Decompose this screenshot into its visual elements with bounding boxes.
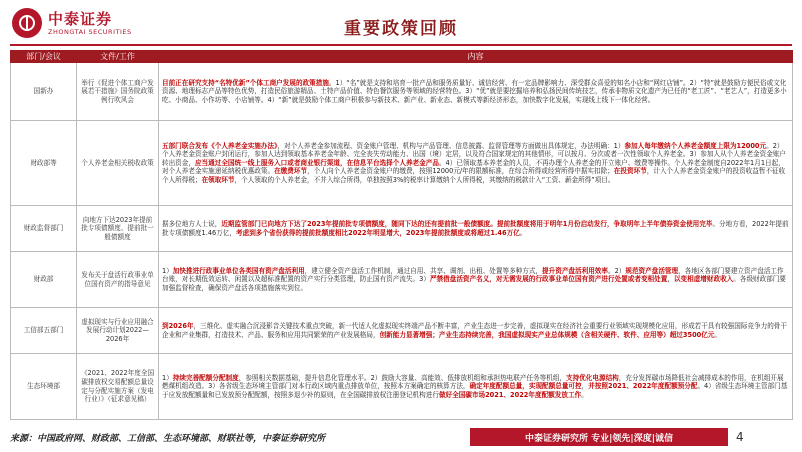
highlight-text: 在领取环节 (201, 175, 235, 184)
row-dept: 财政部 (11, 252, 77, 308)
highlight-text: 支持优化电源结构 (566, 373, 619, 382)
content-text: 。1）“名”就是支持和培育一批产品和服务质量好、诚信经营、有一定品牌影响力、深受群众喜爱的知名小店和“网红店铺”。2）“特”就是鼓励方便民俗或文化资源、地理标志产品等特色优势，打造民俗旅游精品、土特产品价值、特色餐饮服务等领域的经营特色。3）“优”就是要挖掘培养和弘扬民间传统技艺，传承非物质文化遗产为已任的“老工匠”、“老艺人”，打造更多小吃、小商品、小作坊等、小店铺等。4）“新”就是鼓励个体工商户积极参与新技术、新产业、新业态、新模式等新经济形态，加快数字化发展，实现线上线下一体化经营。 (162, 78, 787, 104)
content-text: ， (667, 275, 674, 284)
table-row (11, 354, 793, 420)
content-text: 。 (581, 390, 588, 399)
highlight-text: 规范资产盘活管理 (625, 266, 679, 275)
highlight-text: 近期监管部门已向地方下达了2023年提前批专项债额度，随同下达的还有提前批一般债额度 (221, 219, 491, 228)
row-doc: 《2021、2022年度全国碳排放权交易配额总量设定与分配实施方案（发电行业）》（征求意见稿） (77, 354, 159, 420)
row-doc: 向地方下达2023年提前批专项债额度、提前批一般债额度 (77, 206, 159, 252)
highlight-text: 加快推进行政事业单位各类国有资产盘活利用 (172, 266, 305, 275)
row-content (159, 63, 793, 121)
highlight-text: 应当通过全国统一线上服务入口或者商业银行渠道，在信息平台选择个人养老金产品 (194, 158, 439, 167)
highlight-text: 考虑到多个省份获得的提前批额度相比2022年明显增大，2023年提前批额度或将超过1.46万亿 (236, 228, 520, 237)
row-doc: 发布关于盘活行政事业单位国有资产的指导意见 (77, 252, 159, 308)
policy-table (10, 50, 793, 420)
row-content (159, 121, 793, 206)
content-text: 。2）个人养老金资金账户封闭运行，参加人达到领取基本养老金年龄、完全丧失劳动能力、出国（境）定居，以及符合国家规定的其他情形，可以按月、分次或者一次性领取个人养老金。3）参加人从个人养老金资金账户转出资金， (162, 141, 787, 167)
highlight-text: 并按照2021、2022年度配额预分配 (588, 382, 698, 391)
highlight-text: 。提前批额度将用于明年1月份启动发行，争取明年上半年债券资金使用完毕 (490, 219, 713, 228)
page-title: 重要政策回顾 (344, 19, 458, 39)
row-doc: 举行《促进个体工商户发展若干措施》国务院政策例行吹风会 (77, 63, 159, 121)
row-content (159, 206, 793, 252)
row-content (159, 308, 793, 354)
content-text: 1） (162, 373, 173, 382)
page-header (0, 0, 802, 46)
row-dept: 国新办 (11, 63, 77, 121)
column-header-doc: 文件/工作 (77, 51, 159, 63)
page-footer (0, 424, 802, 452)
content-text: ，计入个人养老金资金账户的投资收益暂不征收个人所得税； (162, 167, 786, 184)
page-number: 4 (736, 430, 744, 444)
highlight-text: 以变相虚增财政收入 (673, 275, 734, 284)
slogan-bar (470, 428, 728, 446)
content-text: 。 (714, 330, 722, 339)
row-content (159, 354, 793, 420)
table-row (11, 206, 793, 252)
highlight-text: 确定年度配额总量，实现配额总量可控 (469, 382, 582, 391)
content-text: ， (581, 382, 589, 391)
column-header-content: 内容 (159, 51, 793, 63)
slogan-text: 中泰证券研究所 专业|领先|深度|诚信 (525, 434, 673, 444)
highlight-text: 参加人每年缴纳个人养老金额度上限为12000元 (624, 141, 767, 150)
highlight-text: 到2026年 (162, 321, 194, 330)
highlight-text: 五部门联合发布《个人养老金实施办法》 (162, 141, 278, 150)
content-text: 。2） (607, 266, 626, 275)
title-divider (10, 44, 792, 46)
row-dept: 财政部等 (11, 121, 77, 206)
table-row (11, 252, 793, 308)
row-doc: 个人养老金相关税收政策 (77, 121, 159, 206)
content-text: ，个人领取的个人养老金，不并入综合所得，单独按照3%的税率计算缴纳个人所得税，其缴纳的税款计入“工资、薪金所得”项目。 (234, 175, 615, 184)
highlight-text: 创新能力显著增强；产业生态持续完善，我国虚拟现实产业总体规模（含相关硬件、软件、应用等）超过3500亿元 (379, 330, 715, 339)
content-text: 。分地方看，2022年提前批专项债额度1.46万亿， (162, 219, 789, 237)
source-note: 来源：中国政府网、财政部、工信部、生态环境部、财联社等，中泰证券研究所 (10, 434, 326, 444)
highlight-text: 目前正在研究支持“名特优新”个体工商户发展的政策措施 (162, 78, 329, 87)
highlight-text: 在缴费环节 (274, 167, 308, 176)
highlight-text: 在投资环节 (613, 167, 647, 176)
highlight-text: 持续完善配额分配制度 (172, 373, 239, 382)
content-text: 据多位地方人士说， (162, 219, 222, 228)
content-text: ，三维化、虚实融合沉浸影音关键技术重点突破，新一代适人化虚拟现实终端产品不断丰富，产业生态进一步完善，虚拟现实在经济社会重要行业领域实现规模化应用，形成若干具有较强国际竞争力的骨干企业和产业集群，打造技术、产品、服务和应用共同繁荣的产业发展格局， (162, 321, 787, 339)
content-text: ，建立健全资产盘活工作机制，通过自用、共享、调剂、出租、处置等多种方式， (304, 266, 543, 275)
row-content (159, 252, 793, 308)
table-row (11, 63, 793, 121)
content-text: 。各级财政部门要加强监督检查，确保资产盘活各项措施落实到位。 (162, 275, 787, 292)
highlight-text: 严禁借盘活资产名义，对无需发展的行政事业单位国有资产进行处置或者变相处置 (429, 275, 668, 284)
logo-name-en: ZHONGTAI SECURITIES (48, 28, 132, 36)
table-row (11, 308, 793, 354)
table-header-row (11, 51, 793, 63)
content-text: ，参照相关数据基础，提升信息化管理水平。2）鼓励大容量、高能效、低排放机组和承担热电联产任务等机组， (238, 373, 567, 382)
row-dept: 财政监督部门 (11, 206, 77, 252)
row-dept: 生态环境部 (11, 354, 77, 420)
content-text: ，对个人养老金参加流程、资金账户管理、机构与产品管理、信息披露、监督管理等方面做出具体规定，办法明确：1） (277, 141, 625, 150)
content-text: ，各地区各部门要建立资产盘活工作台账，对长期低效运转、闲置以及超标准配置的资产实行分类管理，防止国有资产流失。3） (162, 266, 784, 284)
column-header-dept: 部门/会议 (11, 51, 77, 63)
content-text: 。 (519, 228, 527, 237)
table-row (11, 121, 793, 206)
content-text: ，个人向个人养老金资金账户的缴费，按照12000元/年的限额标准，在综合所得或经营所得中据实扣除； (307, 167, 614, 176)
row-dept: 工信部五部门 (11, 308, 77, 354)
logo-name-cn: 中泰证券 (48, 10, 113, 28)
highlight-text: 做好全国碳市场2021、2022年度配额发放工作 (438, 390, 582, 399)
content-text: ，充分发挥碳市场降低社会减排成本的作用，在机组开展燃煤机组改造。3）各省级生态环境主管部门对本行政区域内重点排放单位，按照本方案确定的核算方法， (162, 373, 784, 391)
content-text: 。4）已领取基本养老金的人员，不再办理个人养老金的开立账户、缴费等操作。个人养老金制度自2022年1月1日起，对个人养老金实施递延纳税优惠政策。 (162, 158, 785, 176)
highlight-text: 提升资产盘活利用效率 (542, 266, 608, 275)
content-text: 。4）省级生态环境主管部门基于应发放配额量和已发放预分配配额，按照多退少补的原则，在全国碳排放权注册登记机构进行 (162, 382, 788, 399)
row-doc: 虚拟现实与行业应用融合发展行动计划2022—2026年 (77, 308, 159, 354)
content-text: 1） (162, 266, 173, 275)
